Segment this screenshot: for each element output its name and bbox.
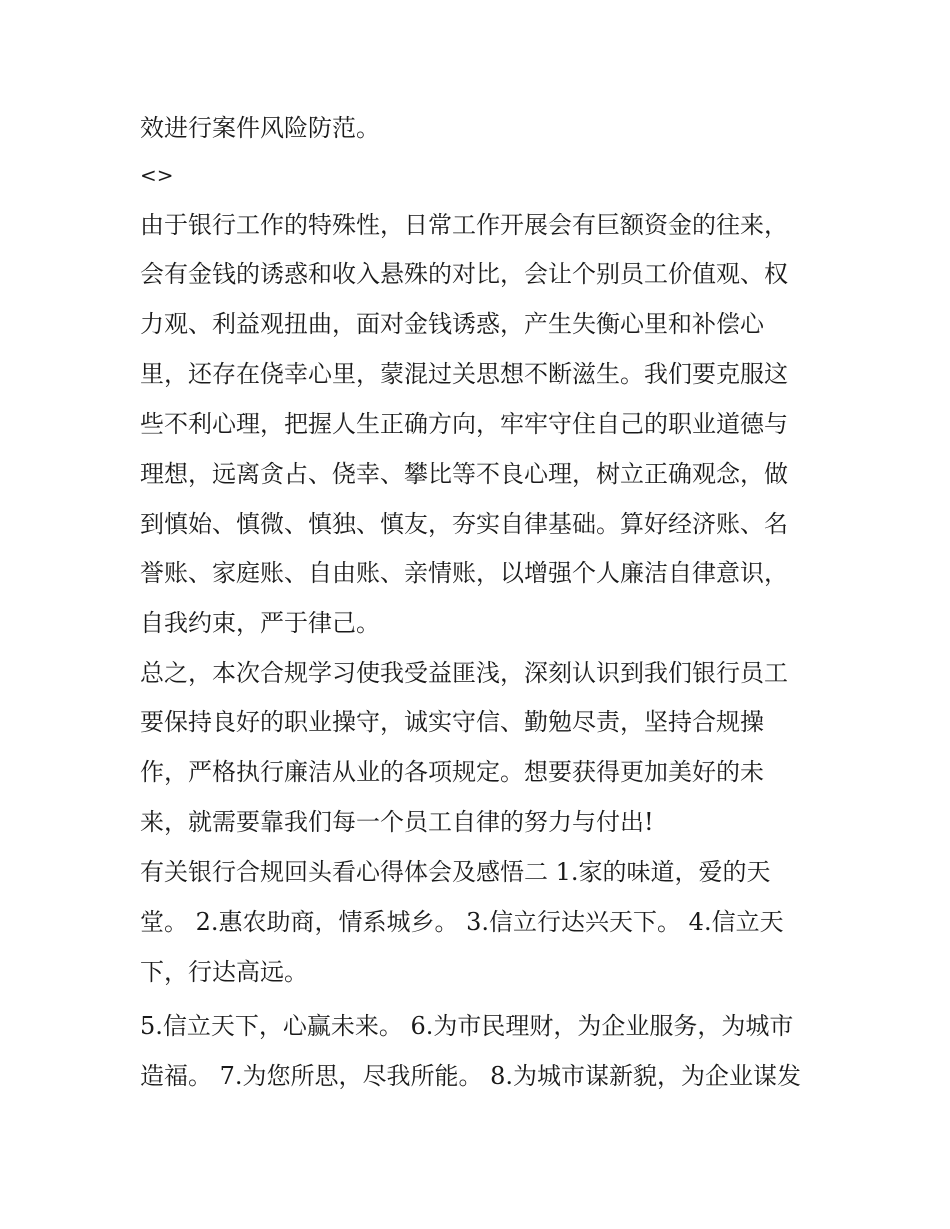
text-line: 里，还存在侥幸心里，蒙混过关思想不断滋生。我们要克服这 xyxy=(140,360,788,388)
text-line: 力观、利益观扭曲，面对金钱诱惑，产生失衡心里和补偿心 xyxy=(140,310,764,338)
text-line: 要保持良好的职业操守，诚实守信、勤勉尽责，坚持合规操 xyxy=(140,708,764,736)
text-line: 到慎始、慎微、慎独、慎友，夯实自律基础。算好经济账、名 xyxy=(140,510,788,538)
text-line: 作，严格执行廉洁从业的各项规定。想要获得更加美好的未 xyxy=(140,758,764,786)
text-line: 5.信立天下，心赢未来。 6.为市民理财，为企业服务，为城市 xyxy=(140,1012,794,1040)
text-line: 些不利心理，把握人生正确方向，牢牢守住自己的职业道德与 xyxy=(140,410,788,438)
text-line: 总之，本次合规学习使我受益匪浅，深刻认识到我们银行员工 xyxy=(140,659,788,687)
text-line: <> xyxy=(140,163,174,187)
text-line: 由于银行工作的特殊性，日常工作开展会有巨额资金的往来， xyxy=(140,211,788,239)
text-line: 效进行案件风险防范。 xyxy=(140,114,380,142)
text-line: 自我约束，严于律己。 xyxy=(140,609,380,637)
text-line: 有关银行合规回头看心得体会及感悟二 1.家的味道，爱的天 xyxy=(140,858,771,886)
text-line: 会有金钱的诱惑和收入悬殊的对比，会让个别员工价值观、权 xyxy=(140,260,788,288)
text-line: 来，就需要靠我们每一个员工自律的努力与付出! xyxy=(140,808,654,836)
text-line: 理想，远离贪占、侥幸、攀比等不良心理，树立正确观念，做 xyxy=(140,460,788,488)
text-line: 造福。 7.为您所思，尽我所能。 8.为城市谋新貌，为企业谋发 xyxy=(140,1062,802,1090)
text-line: 下，行达高远。 xyxy=(140,958,308,986)
text-line: 誉账、家庭账、自由账、亲情账，以增强个人廉洁自律意识， xyxy=(140,559,788,587)
text-line: 堂。 2.惠农助商，情系城乡。 3.信立行达兴天下。 4.信立天 xyxy=(140,908,784,936)
